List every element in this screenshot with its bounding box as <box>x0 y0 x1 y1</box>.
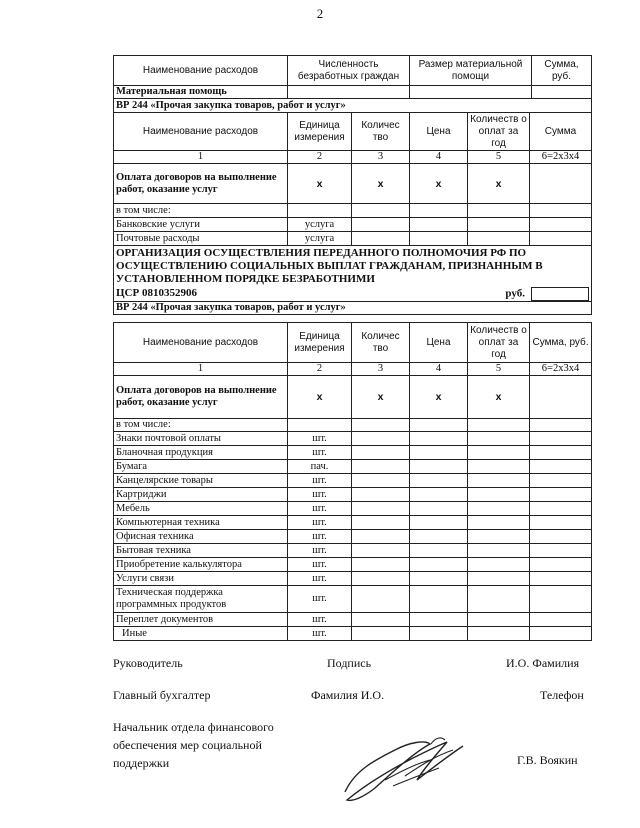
s2-row-name: Иные <box>114 627 288 641</box>
s2-row-name: Бытовая техника <box>114 544 288 558</box>
table-row <box>114 432 592 446</box>
s1-contract-mark-2: х <box>352 164 410 204</box>
table-row <box>114 232 592 246</box>
s1-col-payments: Количеств о оплат за год <box>468 113 530 151</box>
s2-row-name: Канцелярские товары <box>114 474 288 488</box>
s1-num-6: 6=2х3х4 <box>530 151 592 164</box>
s2-row-unit: шт. <box>288 613 352 627</box>
s1-col-price: Цена <box>410 113 468 151</box>
table-row <box>114 627 592 641</box>
s2-row-name: Знаки почтовой оплаты <box>114 432 288 446</box>
s1-col-unit: Единица измерения <box>288 113 352 151</box>
s1-num-5: 5 <box>468 151 530 164</box>
s1-col-qty: Количес тво <box>352 113 410 151</box>
rub-label: руб. <box>505 287 525 300</box>
org-title: ОРГАНИЗАЦИЯ ОСУЩЕСТВЛЕНИЯ ПЕРЕДАННОГО ПОЛНОМОЧИЯ РФ ПО ОСУЩЕСТВЛЕНИЮ СОЦИАЛЬНЫХ ВЫПЛАТ ГРАЖДАНАМ, ПРИЗНАННЫМ В УСТАНОВЛЕННОМ ПОРЯДКЕ БЕЗРАБОТНИМИ <box>116 247 543 285</box>
t1-col-name: Наименование расходов <box>114 56 288 86</box>
s2-row-name: Приобретение калькулятора <box>114 558 288 572</box>
s2-row-name: Компьютерная техника <box>114 516 288 530</box>
s2-contract-label: Оплата договоров на выполнение работ, оказание услуг <box>114 376 288 419</box>
s2-row-unit: шт. <box>288 586 352 613</box>
dept-head-label: Начальник отдела финансового обеспечения мер социальной поддержки <box>113 720 274 770</box>
s2-col-price: Цена <box>410 323 468 363</box>
material-aid-table <box>113 55 592 113</box>
table-row <box>114 516 592 530</box>
table-row <box>114 586 592 613</box>
s2-contract-mark-2: х <box>352 376 410 419</box>
table-row <box>114 613 592 627</box>
section2-table <box>113 322 592 641</box>
s1-num-1: 1 <box>114 151 288 164</box>
s2-row-unit: шт. <box>288 488 352 502</box>
s2-row-unit: шт. <box>288 474 352 488</box>
s2-vr-title: ВР 244 «Прочая закупка товаров, работ и услуг» <box>114 302 592 315</box>
s2-row-unit: шт. <box>288 558 352 572</box>
phone-label: Телефон <box>540 688 584 702</box>
chief-accountant-name: Фамилия И.О. <box>311 688 385 702</box>
table-row <box>114 572 592 586</box>
table-row <box>114 218 592 232</box>
s1-num-3: 3 <box>352 151 410 164</box>
s2-col-payments: Количеств о оплат за год <box>468 323 530 363</box>
s2-contract-mark-4: х <box>468 376 530 419</box>
page-number: 2 <box>316 6 324 21</box>
table-row <box>114 558 592 572</box>
table-row <box>114 488 592 502</box>
s2-row-name: Переплет документов <box>114 613 288 627</box>
s1-contract-mark-3: х <box>410 164 468 204</box>
s2-row-unit: шт. <box>288 432 352 446</box>
s1-col-name: Наименование расходов <box>114 113 288 151</box>
s2-row-unit: шт. <box>288 530 352 544</box>
table-row <box>114 502 592 516</box>
s1-num-2: 2 <box>288 151 352 164</box>
chief-accountant-label: Главный бухгалтер <box>113 688 211 702</box>
s2-including: в том числе: <box>114 419 288 432</box>
handwritten-signature-icon <box>335 730 475 810</box>
s1-row-unit: услуга <box>288 232 352 246</box>
t1-col-sum: Сумма, руб. <box>532 56 592 86</box>
table-row <box>114 460 592 474</box>
s1-row-name: Почтовые расходы <box>114 232 288 246</box>
t1-col-size: Размер материальной помощи <box>410 56 532 86</box>
s2-num-6: 6=2х3х4 <box>530 363 592 376</box>
s2-contract-mark-3: х <box>410 376 468 419</box>
head-name: И.О. Фамилия <box>506 656 580 670</box>
table-row <box>114 474 592 488</box>
s1-including: в том числе: <box>114 204 288 218</box>
table-row <box>114 446 592 460</box>
s1-vr-title: ВР 244 «Прочая закупка товаров, работ и услуг» <box>114 99 592 113</box>
dept-head-name: Г.В. Воякин <box>517 753 578 767</box>
s2-col-name: Наименование расходов <box>114 323 288 363</box>
s2-num-1: 1 <box>114 363 288 376</box>
t1-col-count: Численность безработных граждан <box>288 56 410 86</box>
t1-row-label: Материальная помощь <box>114 86 288 99</box>
table-row <box>114 530 592 544</box>
s1-contract-mark-1: х <box>288 164 352 204</box>
csr-code: ЦСР 0810352906 <box>116 287 197 299</box>
s2-row-unit: шт. <box>288 446 352 460</box>
s1-row-name: Банковские услуги <box>114 218 288 232</box>
s2-row-unit: шт. <box>288 544 352 558</box>
s1-col-sum: Сумма <box>530 113 592 151</box>
section1-table <box>113 112 592 315</box>
s2-row-name: Бумага <box>114 460 288 474</box>
s2-row-unit: шт. <box>288 627 352 641</box>
s1-row-unit: услуга <box>288 218 352 232</box>
s2-col-unit: Единица измерения <box>288 323 352 363</box>
s2-col-qty: Количес тво <box>352 323 410 363</box>
s2-row-unit: шт. <box>288 502 352 516</box>
s2-row-name: Картриджи <box>114 488 288 502</box>
head-label: Руководитель <box>113 656 183 670</box>
s2-row-name: Офисная техника <box>114 530 288 544</box>
s2-row-name: Услуги связи <box>114 572 288 586</box>
rub-amount-box[interactable] <box>531 287 589 301</box>
signature-label: Подпись <box>327 656 372 670</box>
s1-contract-mark-4: х <box>468 164 530 204</box>
s2-num-4: 4 <box>410 363 468 376</box>
s1-contract-label: Оплата договоров на выполнение работ, оказание услуг <box>114 164 288 204</box>
s2-num-3: 3 <box>352 363 410 376</box>
table-row <box>114 544 592 558</box>
s2-row-unit: пач. <box>288 460 352 474</box>
s2-row-name: Техническая поддержка программных продуктов <box>114 586 288 613</box>
s2-row-unit: шт. <box>288 516 352 530</box>
s2-row-unit: шт. <box>288 572 352 586</box>
s2-contract-mark-1: х <box>288 376 352 419</box>
s2-num-5: 5 <box>468 363 530 376</box>
s2-row-name: Бланочная продукция <box>114 446 288 460</box>
s1-num-4: 4 <box>410 151 468 164</box>
s2-num-2: 2 <box>288 363 352 376</box>
s2-col-sum: Сумма, руб. <box>530 323 592 363</box>
s2-row-name: Мебель <box>114 502 288 516</box>
